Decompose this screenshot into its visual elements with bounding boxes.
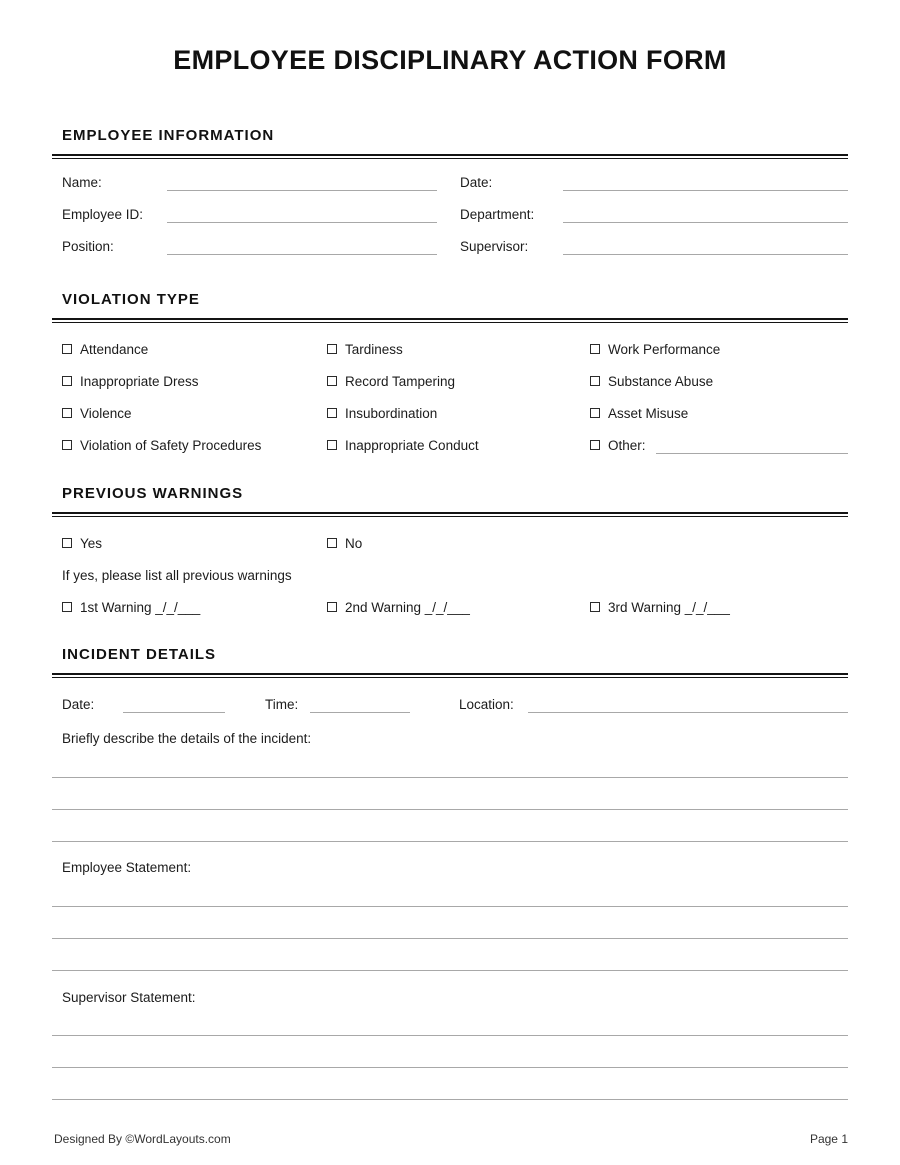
supervisor-label: Supervisor: bbox=[460, 239, 529, 254]
name-input[interactable] bbox=[167, 174, 437, 191]
supervisor-statement-line-2[interactable] bbox=[52, 1036, 848, 1068]
no-checkbox[interactable] bbox=[327, 538, 337, 548]
violation-option-safety-procedures bbox=[62, 429, 327, 461]
insubordination-label: Insubordination bbox=[345, 405, 438, 421]
employee-statement-line-2[interactable] bbox=[52, 907, 848, 939]
incident-date-input[interactable] bbox=[123, 696, 225, 713]
info-row-2 bbox=[52, 198, 848, 230]
other-checkbox[interactable] bbox=[590, 440, 600, 450]
attendance-checkbox[interactable] bbox=[62, 344, 72, 354]
second-warning-checkbox[interactable] bbox=[327, 602, 337, 612]
department-input[interactable] bbox=[563, 206, 848, 223]
record-tampering-checkbox[interactable] bbox=[327, 376, 337, 386]
violation-checkbox-grid bbox=[52, 333, 848, 461]
section-heading-incident-details: INCIDENT DETAILS bbox=[62, 646, 217, 663]
second-warning-option bbox=[327, 591, 590, 623]
third-warning-checkbox[interactable] bbox=[590, 602, 600, 612]
position-input[interactable] bbox=[167, 238, 437, 255]
date-input[interactable] bbox=[563, 174, 848, 191]
tardiness-label: Tardiness bbox=[345, 341, 403, 357]
substance-abuse-checkbox[interactable] bbox=[590, 376, 600, 386]
yes-checkbox[interactable] bbox=[62, 538, 72, 548]
insubordination-checkbox[interactable] bbox=[327, 408, 337, 418]
employee-info-fields bbox=[52, 166, 848, 262]
violence-label: Violence bbox=[80, 405, 132, 421]
section-divider bbox=[52, 673, 848, 678]
violation-option-substance-abuse bbox=[590, 365, 848, 397]
incident-description-line-1[interactable] bbox=[52, 752, 848, 778]
page-title: EMPLOYEE DISCIPLINARY ACTION FORM bbox=[173, 45, 727, 75]
incident-description-label: Briefly describe the details of the incident: bbox=[62, 731, 312, 746]
employee-statement-label: Employee Statement: bbox=[62, 860, 192, 875]
first-warning-label: 1st Warning _/_/___ bbox=[80, 599, 201, 615]
employee-id-input[interactable] bbox=[167, 206, 437, 223]
violation-of-safety-procedures-checkbox[interactable] bbox=[62, 440, 72, 450]
violation-option-other bbox=[590, 429, 848, 461]
violation-option-inappropriate-dress bbox=[62, 365, 327, 397]
supervisor-statement-line-3[interactable] bbox=[52, 1068, 848, 1100]
name-label: Name: bbox=[62, 175, 102, 190]
incident-description-line-2[interactable] bbox=[52, 778, 848, 810]
employee-statement-line-3[interactable] bbox=[52, 939, 848, 971]
violation-option-attendance bbox=[62, 333, 327, 365]
incident-time-input[interactable] bbox=[310, 696, 410, 713]
attendance-label: Attendance bbox=[80, 341, 149, 357]
first-warning-checkbox[interactable] bbox=[62, 602, 72, 612]
previous-warnings-yes-option bbox=[62, 527, 327, 559]
violation-option-work-performance bbox=[590, 333, 848, 365]
violence-checkbox[interactable] bbox=[62, 408, 72, 418]
designed-by-credit: Designed By ©WordLayouts.com bbox=[54, 1132, 231, 1146]
page-footer bbox=[52, 1132, 848, 1146]
other-label: Other: bbox=[608, 437, 646, 453]
work-performance-checkbox[interactable] bbox=[590, 344, 600, 354]
violation-option-record-tampering bbox=[327, 365, 590, 397]
substance-abuse-label: Substance Abuse bbox=[608, 373, 714, 389]
section-divider bbox=[52, 318, 848, 323]
inappropriate-dress-checkbox[interactable] bbox=[62, 376, 72, 386]
employee-statement-line-1[interactable] bbox=[52, 877, 848, 907]
incident-date-time-location-row bbox=[52, 688, 848, 720]
violation-option-insubordination bbox=[327, 397, 590, 429]
warnings-row bbox=[52, 591, 848, 623]
position-label: Position: bbox=[62, 239, 114, 254]
department-label: Department: bbox=[460, 207, 535, 222]
second-warning-label: 2nd Warning _/_/___ bbox=[345, 599, 470, 615]
supervisor-statement-line-1[interactable] bbox=[52, 1007, 848, 1036]
violation-option-violence bbox=[62, 397, 327, 429]
incident-date-label: Date: bbox=[62, 697, 95, 712]
record-tampering-label: Record Tampering bbox=[345, 373, 456, 389]
supervisor-input[interactable] bbox=[563, 238, 848, 255]
previous-warnings-yes-no bbox=[52, 527, 848, 559]
section-divider bbox=[52, 154, 848, 159]
asset-misuse-label: Asset Misuse bbox=[608, 405, 689, 421]
third-warning-option bbox=[590, 591, 848, 623]
third-warning-label: 3rd Warning _/_/___ bbox=[608, 599, 730, 615]
previous-warnings-no-option bbox=[327, 527, 590, 559]
page-number: Page 1 bbox=[809, 1132, 848, 1146]
info-row-3 bbox=[52, 230, 848, 262]
employee-id-label: Employee ID: bbox=[62, 207, 144, 222]
violation-option-asset-misuse bbox=[590, 397, 848, 429]
yes-label: Yes bbox=[80, 535, 103, 551]
section-heading-employee-information: EMPLOYEE INFORMATION bbox=[62, 127, 275, 144]
tardiness-checkbox[interactable] bbox=[327, 344, 337, 354]
incident-location-label: Location: bbox=[459, 697, 514, 712]
section-divider bbox=[52, 512, 848, 517]
section-heading-violation-type: VIOLATION TYPE bbox=[62, 291, 200, 308]
incident-location-input[interactable] bbox=[528, 696, 848, 713]
first-warning-option bbox=[62, 591, 327, 623]
asset-misuse-checkbox[interactable] bbox=[590, 408, 600, 418]
violation-option-inappropriate-conduct bbox=[327, 429, 590, 461]
violation-option-tardiness bbox=[327, 333, 590, 365]
inappropriate-dress-label: Inappropriate Dress bbox=[80, 373, 199, 389]
incident-time-label: Time: bbox=[265, 697, 299, 712]
inappropriate-conduct-label: Inappropriate Conduct bbox=[345, 437, 479, 453]
work-performance-label: Work Performance bbox=[608, 341, 721, 357]
other-input[interactable] bbox=[656, 437, 848, 454]
violation-of-safety-procedures-label: Violation of Safety Procedures bbox=[80, 437, 262, 453]
date-label: Date: bbox=[460, 175, 493, 190]
supervisor-statement-label: Supervisor Statement: bbox=[62, 990, 196, 1005]
previous-warnings-note: If yes, please list all previous warnings bbox=[62, 567, 292, 583]
info-row-1 bbox=[52, 166, 848, 198]
inappropriate-conduct-checkbox[interactable] bbox=[327, 440, 337, 450]
no-label: No bbox=[345, 535, 363, 551]
incident-description-line-3[interactable] bbox=[52, 810, 848, 842]
section-heading-previous-warnings: PREVIOUS WARNINGS bbox=[62, 485, 244, 502]
